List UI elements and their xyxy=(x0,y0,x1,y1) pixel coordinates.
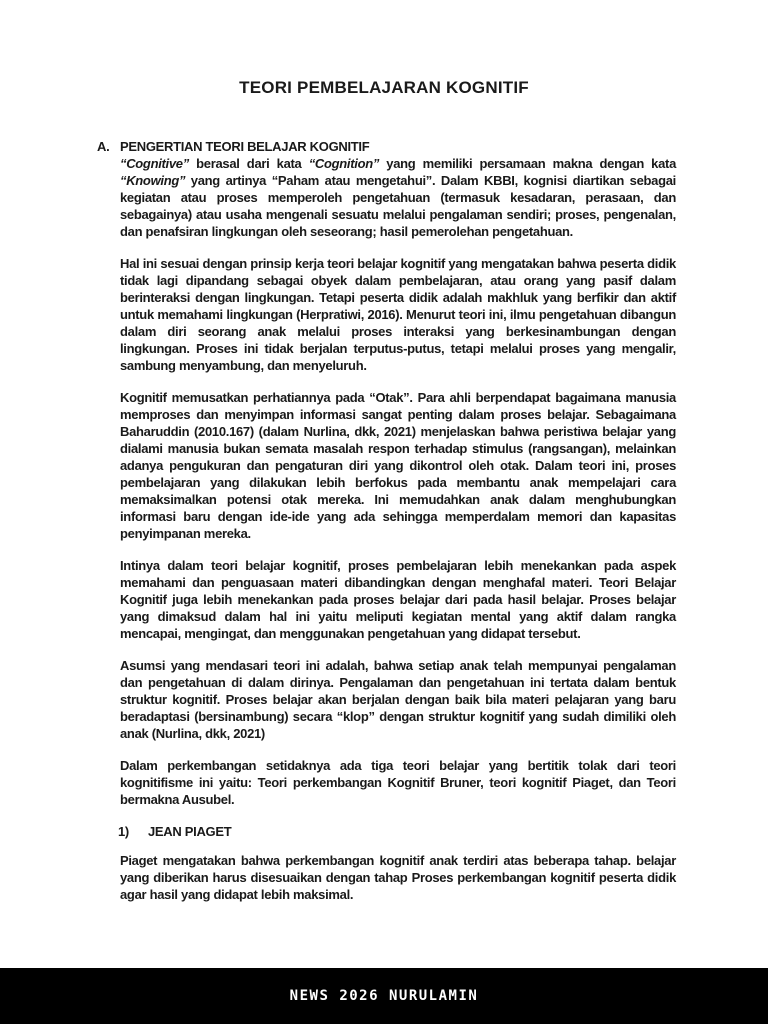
paragraph-prinsip-kerja: Hal ini sesuai dengan prinsip kerja teori belajar kognitif yang mengatakan bahwa peserta didik tidak lagi dipandang sebagai obyek dalam pembelajaran, atau orang yang pasif dalam berinteraksi dengan lingkungan. Tetapi peserta didik adalah makhluk yang berfikir dan aktif untuk memahami lingkungan (Herpratiwi, 2016). Menurut teori ini, ilmu pengetahuan dibangun dalam diri seorang anak melalui proses interaksi yang berkesinambungan dengan lingkungan. Proses ini tidak berjalan terputus-putus, tetapi melalui proses yang mengalir, sambung menyambung, dan menyeluruh. xyxy=(120,256,676,373)
paragraph-tiga-teori: Dalam perkembangan setidaknya ada tiga teori belajar yang bertitik tolak dari teori kognitifisme ini yaitu: Teori perkembangan Kognitif Bruner, teori kognitif Piaget, dan Teori bermakna Ausubel. xyxy=(120,758,676,807)
paragraph-cognitive-definition xyxy=(120,155,676,240)
footer-bar xyxy=(0,968,768,1024)
document-body xyxy=(0,138,768,903)
paragraph-text: yang memiliki persamaan makna dengan kata xyxy=(379,156,677,171)
paragraph-text: yang artinya “Paham atau mengetahui”. Dalam KBBI, kognisi diartikan sebagai kegiatan atau proses memperoleh pengetahuan (termasuk kesadaran, perasaan, dan sebagainya) atau usaha mengenali sesuatu melalui pengalaman sendiri; proses, pengenalan, dan penafsiran lingkungan oleh seseorang; hasil pemerolehan pengetahuan. xyxy=(120,173,676,239)
paragraph-asumsi: Asumsi yang mendasari teori ini adalah, bahwa setiap anak telah mempunyai pengalaman dan pengetahuan di dalam dirinya. Pengalaman dan pengetahuan ini tertata dalam bentuk struktur kognitif. Proses belajar akan berjalan dengan baik bila materi pelajaran yang baru beradaptasi (bersinambung) secara “klop” dengan struktur kognitif yang sudah dimiliki oleh anak (Nurlina, dkk, 2021) xyxy=(120,658,676,741)
section-label: A. xyxy=(97,139,110,154)
italic-term-cognition: “Cognition” xyxy=(308,156,380,171)
document-title: TEORI PEMBELAJARAN KOGNITIF xyxy=(239,78,529,97)
watermark-text: NEWS 2026 NURULAMIN xyxy=(289,988,479,1004)
subsection-heading: JEAN PIAGET xyxy=(148,824,232,839)
paragraph-piaget: Piaget mengatakan bahwa perkembangan kognitif anak terdiri atas beberapa tahap. belajar yang diberikan harus disesuaikan dengan tahap Proses perkembangan kognitif peserta didik agar hasil yang didapat lebih maksimal. xyxy=(120,853,676,902)
paragraph-intinya: Intinya dalam teori belajar kognitif, proses pembelajaran lebih menekankan pada aspek memahami dan penguasaan materi dibandingkan dengan menghafal materi. Teori Belajar Kognitif juga lebih menekankan pada proses belajar dari pada hasil belajar. Proses belajar yang dimaksud dalam hal ini yaitu meliputi kegiatan mental yang aktif dalam rangka mencapai, mengingat, dan menggunakan pengetahuan yang didapat tersebut. xyxy=(120,558,676,641)
italic-term-knowing: “Knowing” xyxy=(120,173,186,188)
subsection-heading-row xyxy=(118,823,676,840)
section-heading: PENGERTIAN TEORI BELAJAR KOGNITIF xyxy=(120,139,370,154)
paragraph-text: berasal dari kata xyxy=(188,156,309,171)
italic-term-cognitive: “Cognitive” xyxy=(120,156,189,171)
subsection-label: 1) xyxy=(118,824,129,839)
section-heading-row xyxy=(97,138,676,155)
paragraph-otak: Kognitif memusatkan perhatiannya pada “Otak”. Para ahli berpendapat bagaimana manusia memproses dan menyimpan informasi sangat penting dalam proses belajar. Sebagaimana Baharuddin (2010.167) (dalam Nurlina, dkk, 2021) menjelaskan bahwa peristiwa belajar yang dialami manusia bukan semata masalah respon terhadap stimulus (rangsangan), melainkan adanya pengukuran dan pengaturan diri yang dikontrol oleh otak. Dalam teori ini, proses pembelajaran yang dilakukan lebih berfokus pada membantu anak mempelajari cara memaksimalkan potensi otak mereka. Ini memudahkan anak dalam menghubungkan informasi baru dengan ide-ide yang ada sehingga memperdalam memori dan kapasitas penyimpanan mereka. xyxy=(120,390,676,541)
